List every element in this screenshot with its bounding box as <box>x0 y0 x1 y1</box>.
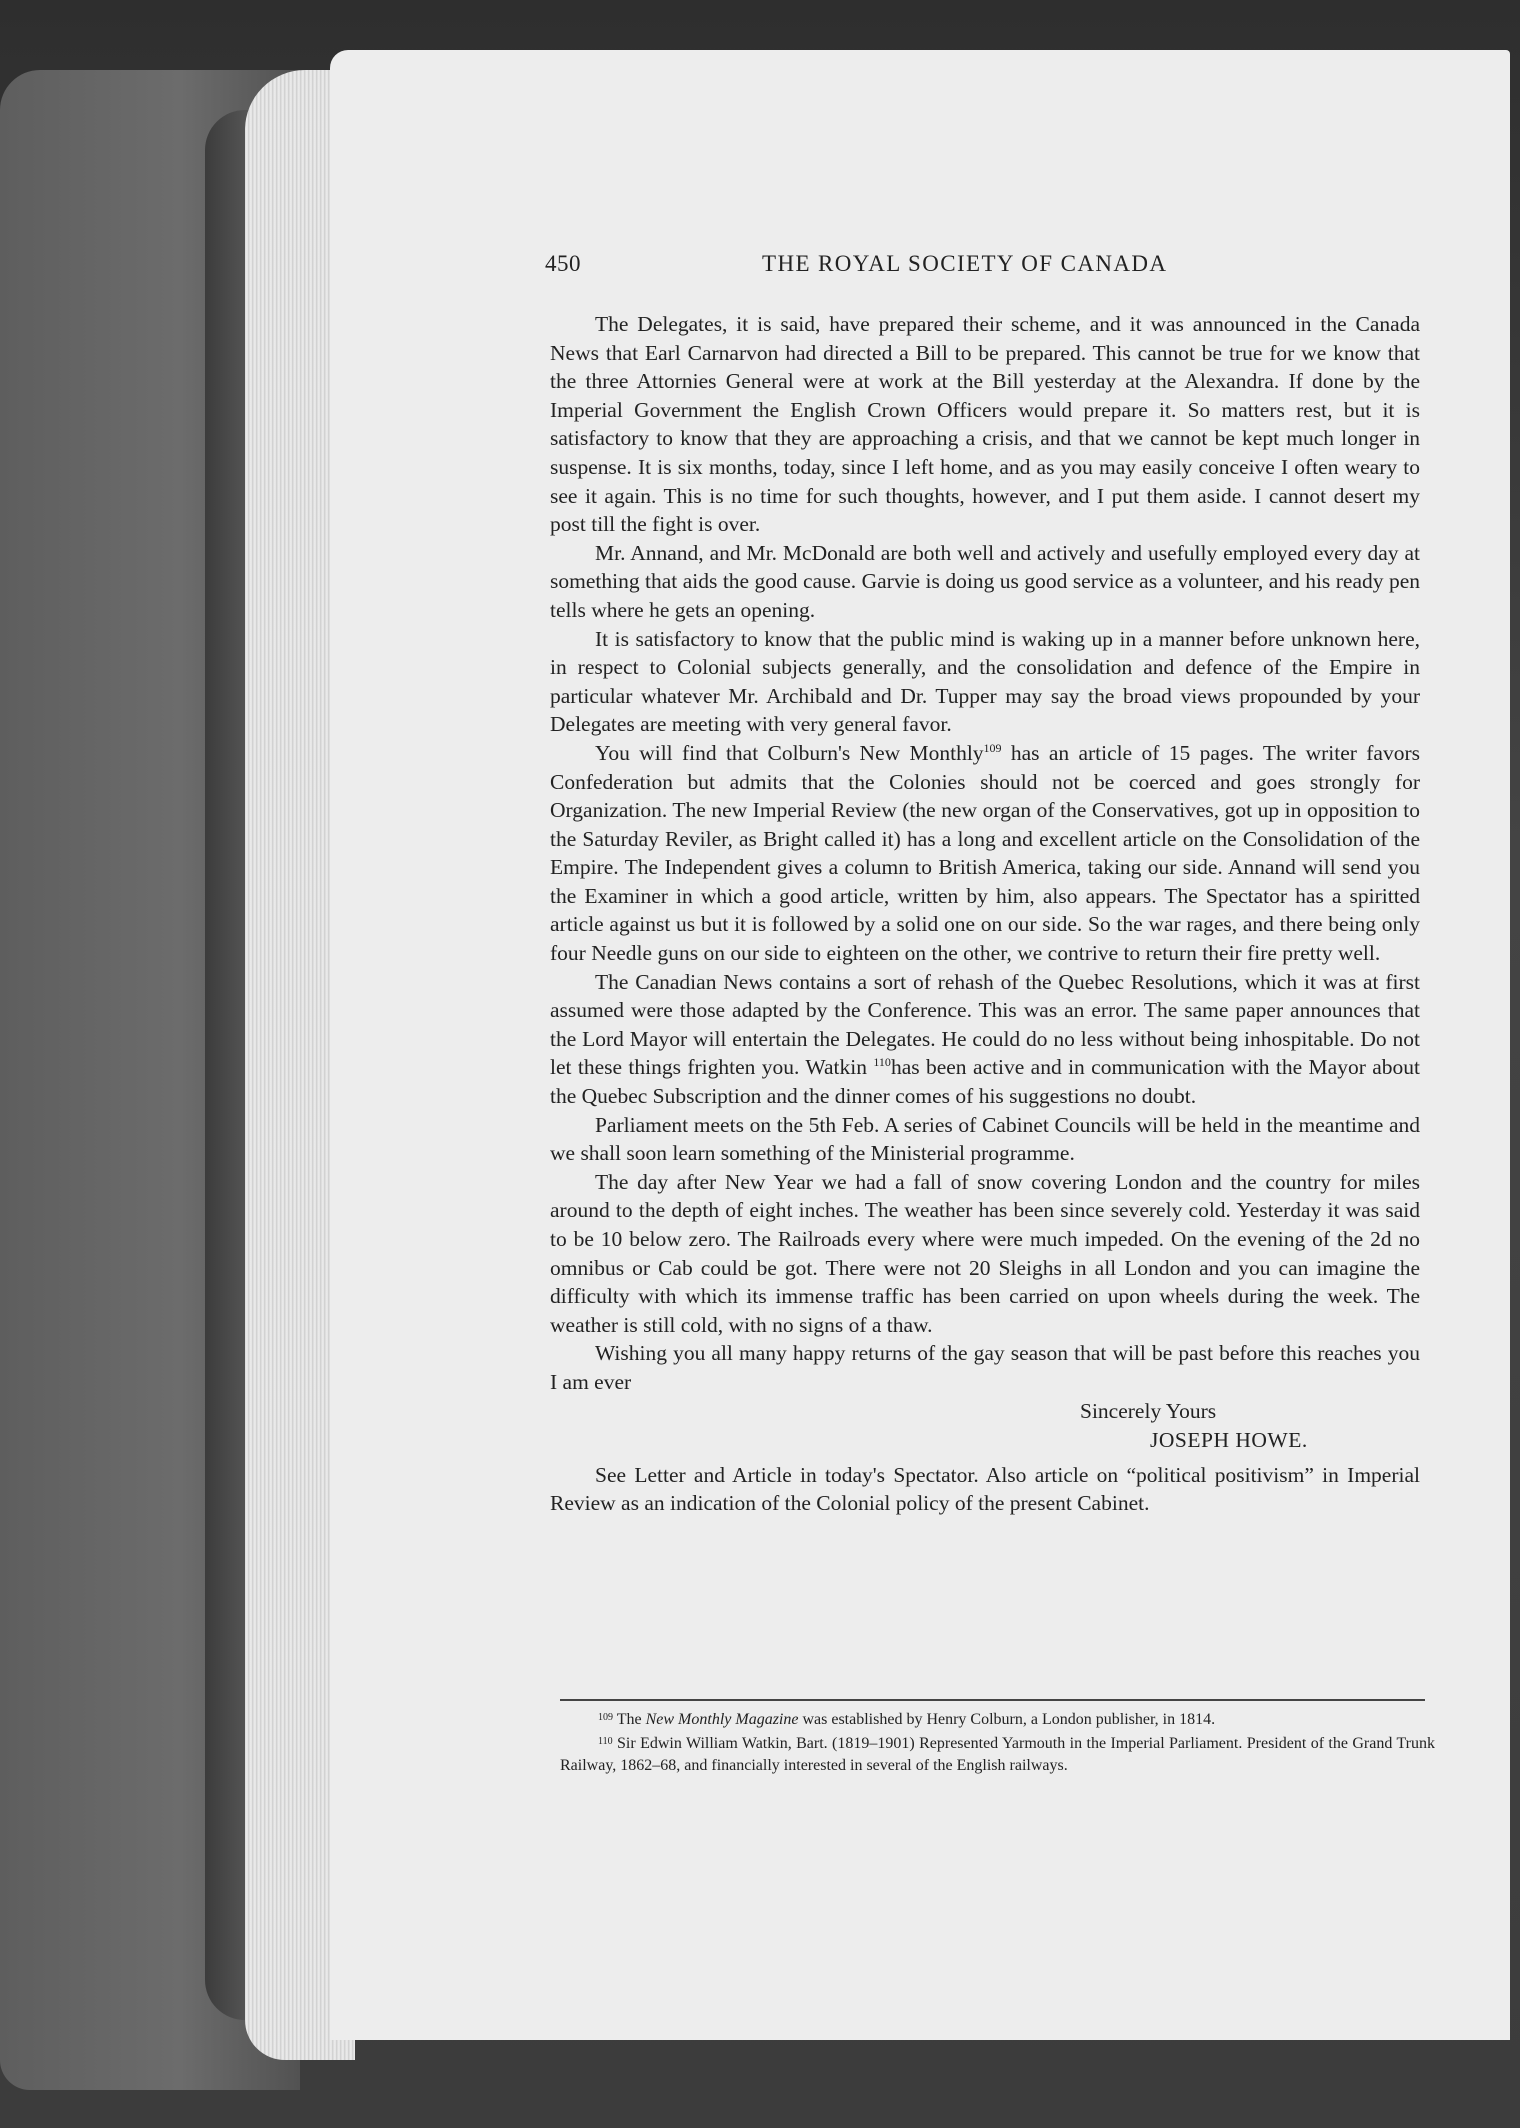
footnote-text: Sir Edwin William Watkin, Bart. (1819–1901) Represented Yarmouth in the Imperial Parliament. President of the Grand Trunk Railway, 1862–68, and financially interested in several of the English railways. <box>560 1735 1435 1774</box>
paragraph: Wishing you all many happy returns of the gay season that will be past before this reaches you I am ever <box>550 1341 1420 1394</box>
footnotes <box>560 1707 1435 1777</box>
paragraph-text: has an article of 15 pages. The writer favors Confederation but admits that the Colonies should not be coerced and goes strongly for Organization. The new Imperial Review (the new organ of the Conservatives, got up in opposition to the Saturday Reviler, as Bright called it) has a long and excellent article on the Consolidation of the Empire. The Independent gives a column to British America, taking our side. Annand will send you the Examiner in which a good article, written by him, also appears. The Spectator has a spiritted article against us but it is followed by a solid one on our side. So the war rages, and there being only four Needle guns on our side to eighteen on the other, we contrive to return their fire pretty well. <box>550 740 1420 966</box>
footnote-divider <box>560 1699 1425 1701</box>
letter-body <box>550 310 1420 1518</box>
footnote-reference: 110 <box>873 1055 891 1070</box>
footnote-text: was established by Henry Colburn, a London publisher, in 1814. <box>798 1711 1216 1728</box>
page-header <box>545 251 1425 291</box>
running-title: THE ROYAL SOCIETY OF CANADA <box>762 251 1168 276</box>
footnote <box>560 1707 1435 1731</box>
paragraph: Mr. Annand, and Mr. McDonald are both well and actively and usefully employed every day at something that aids the good cause. Garvie is doing us good service as a volunteer, and his ready pen tells where he gets an opening. <box>550 540 1420 622</box>
paragraph <box>550 968 1420 1111</box>
signature: JOSEPH HOWE. <box>1150 1427 1308 1452</box>
paragraph: It is satisfactory to know that the public mind is waking up in a manner before unknown here, in respect to Colonial subjects generally, and the consolidation and defence of the Empire in particular whatever Mr. Archibald and Dr. Tupper may say the broad views propounded by your Delegates are meeting with very general favor. <box>550 626 1420 737</box>
paragraph: The Delegates, it is said, have prepared their scheme, and it was announced in the Canada News that Earl Carnarvon had directed a Bill to be prepared. This cannot be true for we know that the three Attornies General were at work at the Bill yesterday at the Alexandra. If done by the Imperial Government the English Crown Officers would prepare it. So matters rest, but it is satisfactory to know that they are approaching a crisis, and that we cannot be kept much longer in suspense. It is six months, today, since I left home, and as you may easily conceive I often weary to see it again. This is no time for such thoughts, however, and I put them aside. I cannot desert my post till the fight is over. <box>550 312 1420 537</box>
footnote-reference: 109 <box>983 740 1002 755</box>
paragraph: Parliament meets on the 5th Feb. A series of Cabinet Councils will be held in the meantime and we shall soon learn something of the Ministerial programme. <box>550 1112 1420 1166</box>
postscript: See Letter and Article in today's Spectator. Also article on “political positivism” in Imperial Review as an indication of the Colonial policy of the present Cabinet. <box>550 1462 1420 1516</box>
signoff <box>550 1397 1420 1455</box>
paragraph-text: has been active and in communication with the Mayor about the Quebec Subscription and the dinner comes of his suggestions no doubt. <box>550 1055 1421 1109</box>
footnote-number: 110 <box>598 1736 613 1747</box>
closing: Sincerely Yours <box>1080 1398 1217 1423</box>
paragraph-text: You will find that Colburn's New Monthly <box>595 740 984 765</box>
paragraph-text: The Canadian News contains a sort of rehash of the Quebec Resolutions, which it was at first assumed were those adapted by the Conference. This was an error. The same paper announces that the Lord Mayor will entertain the Delegates. He could do no less without being inhospitable. Do not let these things frighten you. Watkin <box>550 969 1420 1080</box>
footnote-text: The <box>613 1711 646 1728</box>
page-number: 450 <box>545 251 581 276</box>
paragraph <box>550 739 1420 968</box>
footnote-italic: New Monthly Magazine <box>645 1711 799 1728</box>
footnote <box>560 1731 1435 1777</box>
footnote-number: 109 <box>598 1712 613 1723</box>
paragraph: The day after New Year we had a fall of snow covering London and the country for miles around to the depth of eight inches. The weather has been since severely cold. Yesterday it was said to be 10 below zero. The Railroads every where were much impeded. On the evening of the 2d no omnibus or Cab could be got. There were not 20 Sleighs in all London and you can imagine the difficulty with which its immense traffic has been carried on upon wheels during the week. The weather is still cold, with no signs of a thaw. <box>550 1169 1420 1337</box>
